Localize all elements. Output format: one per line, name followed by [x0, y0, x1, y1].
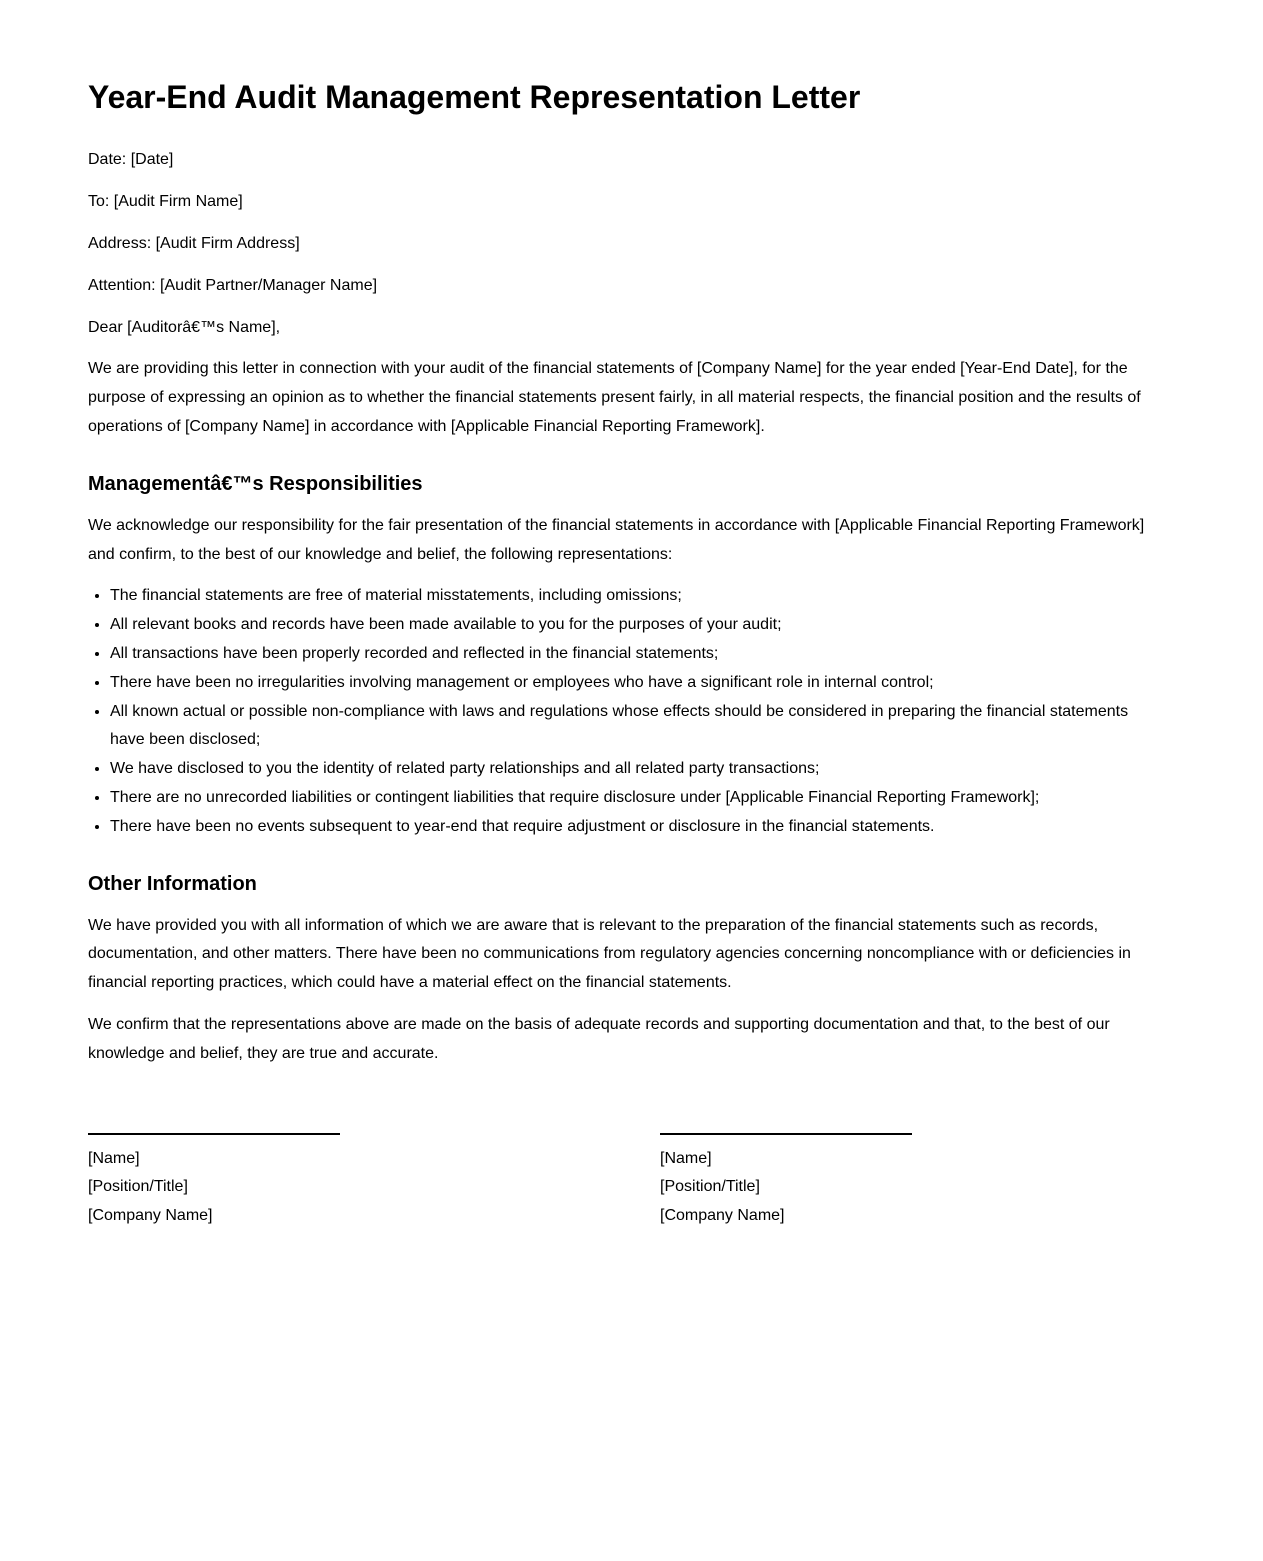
other-information-paragraph-1: We have provided you with all information of which we are aware that is relevant to the preparation of the financial statements such as records, documentation, and other matters. There have been no communications from regulatory agencies concerning noncompliance with or deficiencies in financial reporting practices, which could have a material effect on the financial statements. — [88, 916, 1131, 992]
signature-line — [88, 1123, 340, 1135]
signature-line — [660, 1123, 912, 1135]
representations-list — [88, 582, 1163, 841]
list-item: • All transactions have been properly recorded and reflected in the financial statements; — [110, 640, 1163, 669]
signature-name: [Name] — [88, 1149, 140, 1167]
meta-line-to: To: [Audit Firm Name] — [88, 193, 243, 211]
list-item: • All known actual or possible non-compliance with laws and regulations whose effects should be considered in preparing the financial statements have been disclosed; — [110, 698, 1163, 756]
list-item: • There are no unrecorded liabilities or contingent liabilities that require disclosure under [Applicable Financial Reporting Framework]; — [110, 784, 1163, 813]
signature-block-left — [88, 1123, 660, 1231]
list-item: • There have been no irregularities involving management or employees who have a significant role in internal control; — [110, 669, 1163, 698]
signature-block-right — [660, 1123, 1232, 1231]
page-title: Year-End Audit Management Representation Letter — [88, 79, 861, 115]
meta-line-date: Date: [Date] — [88, 151, 174, 169]
signature-company-name: [Company Name] — [660, 1207, 785, 1225]
list-item: • We have disclosed to you the identity of related party relationships and all related party transactions; — [110, 755, 1163, 784]
salutation-line: Dear [Auditorâ€™s Name], — [88, 318, 281, 336]
management-responsibilities-paragraph: We acknowledge our responsibility for the fair presentation of the financial statements in accordance with [Applicable Financial Reporting Framework] and confirm, to the best of our knowledge and belief, the following representations: — [88, 516, 1145, 563]
signature-name: [Name] — [660, 1149, 712, 1167]
section-heading-management-responsibilities: Managementâ€™s Responsibilities — [88, 472, 423, 495]
signature-company-name: [Company Name] — [88, 1207, 213, 1225]
intro-paragraph: We are providing this letter in connection with your audit of the financial statements of [Company Name] for the year ended [Year-End Date], for the purpose of expressing an opinion as to whether the financial statements present fairly, in all material respects, the financial position and the results of operations of [Company Name] in accordance with [Applicable Financial Reporting Framework]. — [88, 360, 1141, 435]
meta-line-attention: Attention: [Audit Partner/Manager Name] — [88, 276, 378, 294]
list-item: • All relevant books and records have been made available to you for the purposes of your audit; — [110, 611, 1163, 640]
signature-position-title: [Position/Title] — [88, 1178, 188, 1196]
signature-blocks — [88, 1123, 1163, 1231]
list-item: • There have been no events subsequent to year-end that require adjustment or disclosure in the financial statements. — [110, 813, 1163, 842]
other-information-paragraph-2: We confirm that the representations above are made on the basis of adequate records and supporting documentation and that, to the best of our knowledge and belief, they are true and accurate. — [88, 1015, 1110, 1062]
section-heading-other-information: Other Information — [88, 872, 257, 895]
meta-line-address: Address: [Audit Firm Address] — [88, 234, 300, 252]
list-item: • The financial statements are free of material misstatements, including omissions; — [110, 582, 1163, 611]
signature-position-title: [Position/Title] — [660, 1178, 760, 1196]
